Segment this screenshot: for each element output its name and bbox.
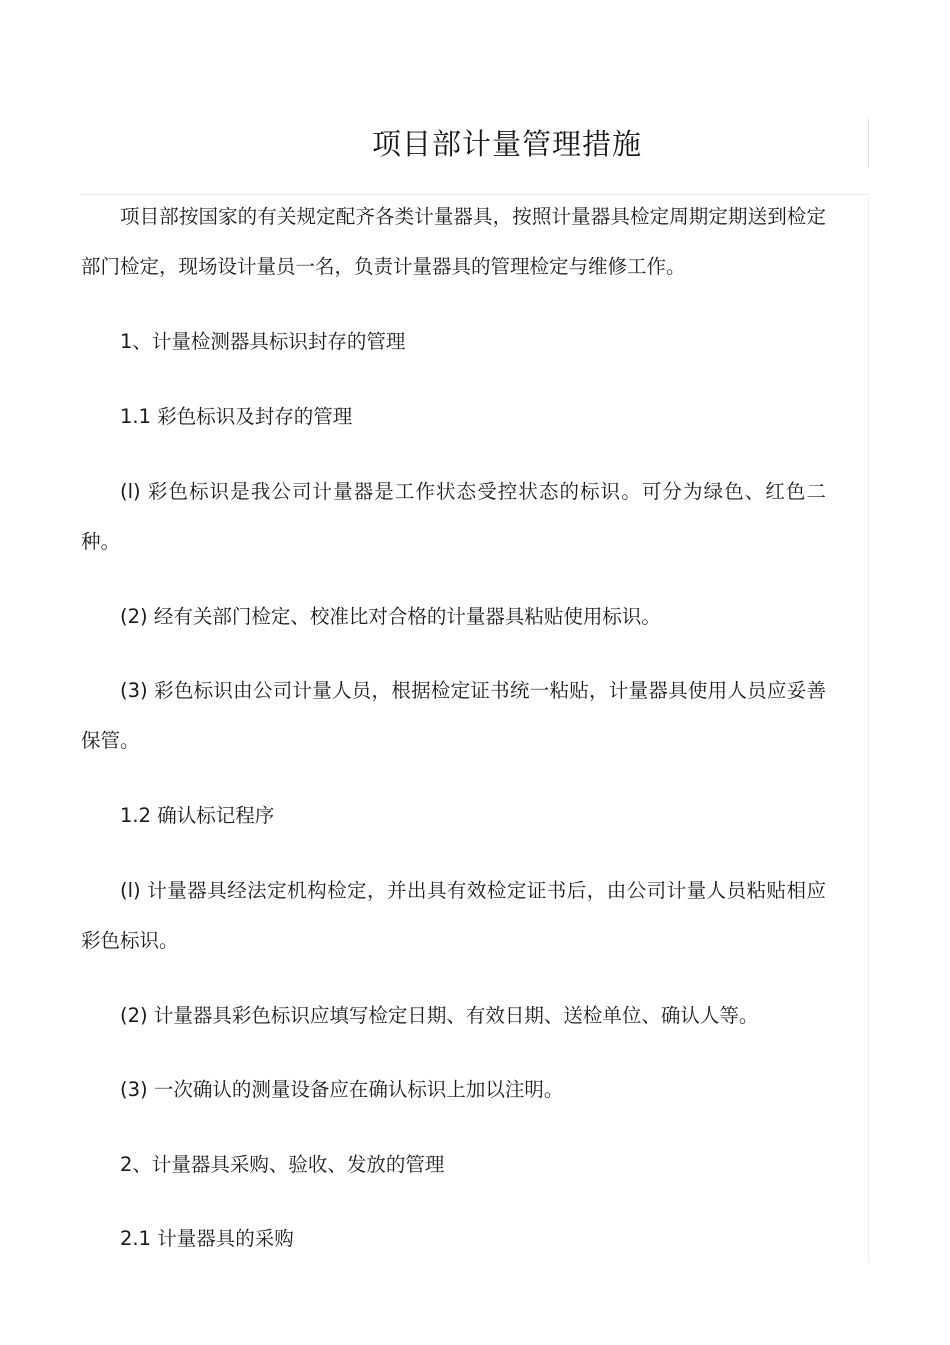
list-item-1-1-2: (2) 经有关部门检定、校准比对合格的计量器具粘贴使用标识。 (120, 605, 661, 628)
list-item-1-2-3: (3) 一次确认的测量设备应在确认标识上加以注明。 (120, 1078, 564, 1101)
list-item-1-1-3: (3) 彩色标识由公司计量人员，根据检定证书统一粘贴，计量器具使用人员应妥善保管。 (81, 679, 826, 752)
section-heading-2: 2、计量器具采购、验收、发放的管理 (120, 1153, 445, 1176)
list-item-1-2-2: (2) 计量器具彩色标识应填写检定日期、有效日期、送检单位、确认人等。 (120, 1004, 759, 1027)
list-item-1-2-1: (l) 计量器具经法定机构检定，并出具有效检定证书后，由公司计量人员粘贴相应彩色标识。 (81, 879, 826, 952)
subsection-heading-2-1: 2.1 计量器具的采购 (120, 1227, 294, 1250)
section-heading-1: 1、计量检测器具标识封存的管理 (120, 330, 406, 353)
subsection-heading-1-1: 1.1 彩色标识及封存的管理 (120, 405, 353, 428)
subsection-heading-1-2: 1.2 确认标记程序 (120, 804, 275, 827)
document-title: 项目部计量管理措施 (371, 127, 642, 161)
paragraph-intro: 项目部按国家的有关规定配齐各类计量器具，按照计量器具检定周期定期送到检定部门检定，现场设计量员一名，负责计量器具的管理检定与维修工作。 (81, 205, 826, 278)
vertical-divider (868, 196, 869, 1262)
list-item-1-1-1: (l) 彩色标识是我公司计量器是工作状态受控状态的标识。可分为绿色、红色二种。 (81, 480, 826, 553)
